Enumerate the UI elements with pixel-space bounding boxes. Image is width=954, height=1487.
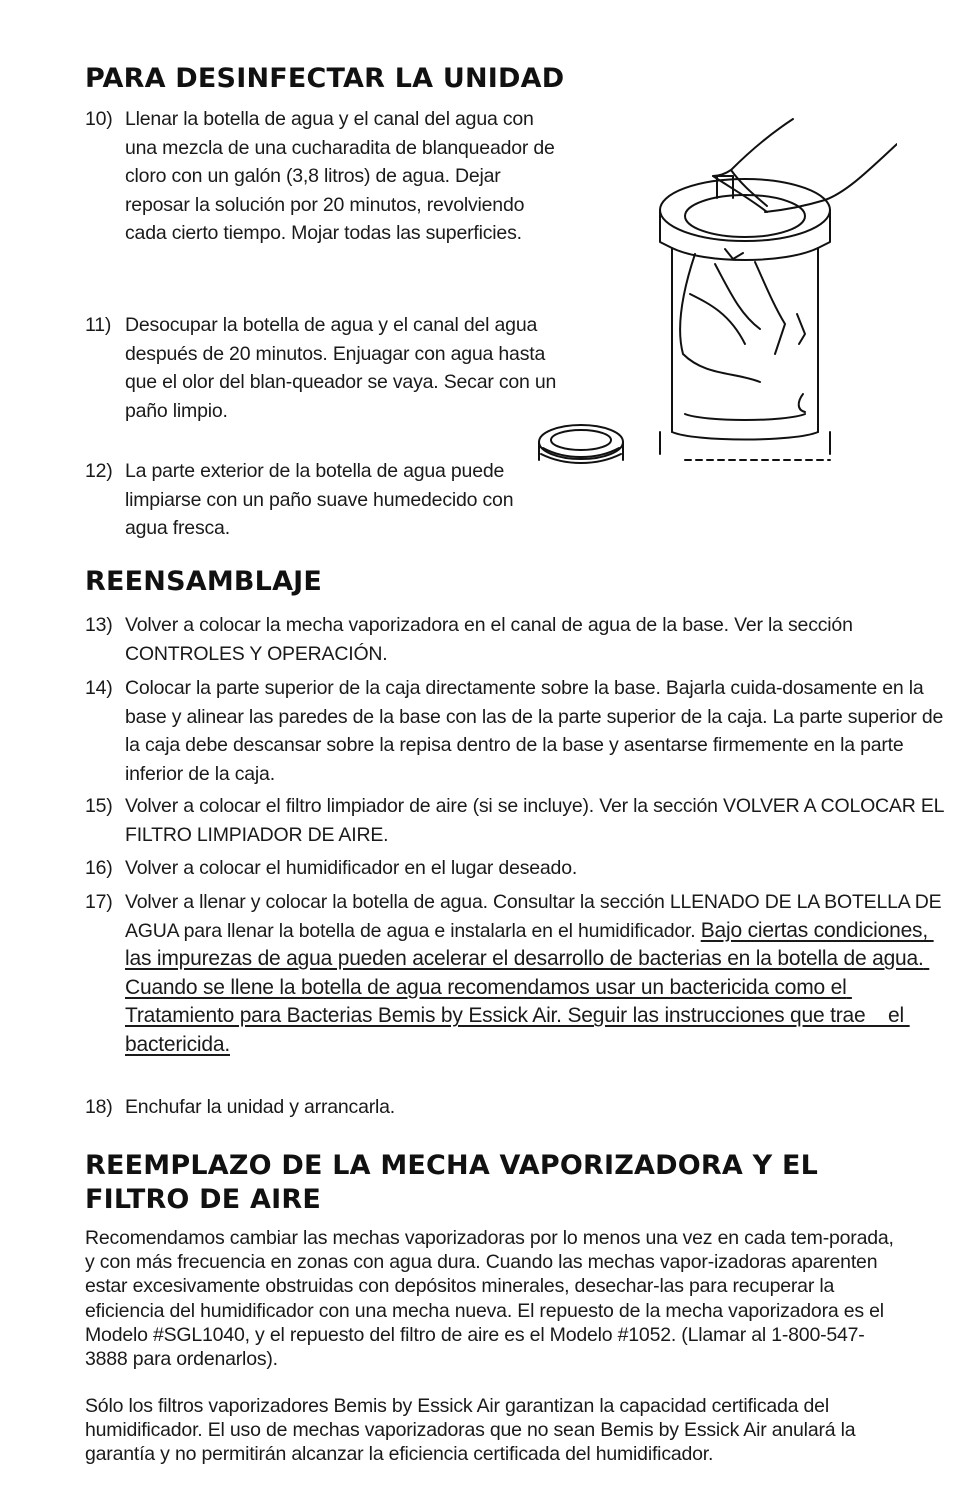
step-text: Volver a llenar y colocar la botella de agua. Consultar la sección LLENADO DE LA BOTELLA DE AGUA para llenar la botella de agua e instalarla en el humidificador. bbox=[125, 891, 942, 942]
step-number: 13) bbox=[85, 614, 113, 636]
step-text: Colocar la parte superior de la caja directamente sobre la base. Bajarla cuida-dosamente en la base y alinear las paredes de la base con las de la parte superior de la caja. La parte superior de la caja debe descansar sobre la repisa dentro de la base y asentarse firmemente en la parte inferior de la caja. bbox=[125, 677, 944, 785]
step-number: 14) bbox=[85, 677, 113, 699]
step-16 bbox=[85, 854, 945, 883]
step-text: Volver a colocar la mecha vaporizadora en el canal de agua de la base. Ver la sección CONTROLES Y OPERACIÓN. bbox=[125, 614, 853, 665]
step-text: Llenar la botella de agua y el canal del agua con una mezcla de una cucharadita de blanqueador de cloro con un galón (3,8 litros) de agua. Dejar reposar la solución por 20 minutos, revolviendo cada cierto tiempo. Mojar todas las superficies. bbox=[125, 108, 555, 245]
step-13 bbox=[85, 611, 945, 668]
section-title-wick-replacement: REEMPLAZO DE LA MECHA VAPORIZADORA Y EL FILTRO DE AIRE bbox=[85, 1150, 819, 1215]
step-text: Desocupar la botella de agua y el canal del agua después de 20 minutos. Enjuagar con agua hasta que el olor del blan-queador se vaya. Secar con un paño limpio. bbox=[125, 314, 557, 422]
step-number: 10) bbox=[85, 108, 113, 130]
warranty-paragraph: Sólo los filtros vaporizadores Bemis by Essick Air garantizan la capacidad certificada del humidificador. El uso de mechas vaporizadoras que no sean Bemis by Essick Air anulará la garantía y no permitirán alcanzar la eficiencia certificada del humidificador. bbox=[85, 1395, 856, 1466]
step-text: Volver a colocar el humidificador en el lugar deseado. bbox=[125, 857, 578, 879]
step-15 bbox=[85, 792, 945, 849]
step-number: 11) bbox=[85, 314, 112, 336]
step-number: 16) bbox=[85, 857, 113, 879]
step-text: Enchufar la unidad y arrancarla. bbox=[125, 1096, 396, 1118]
step-14 bbox=[85, 674, 945, 788]
section-title-reassembly: REENSAMBLAJE bbox=[85, 566, 323, 597]
step-text: Volver a colocar el filtro limpiador de aire (si se incluye). Ver la sección VOLVER A COLOCAR EL FILTRO LIMPIADOR DE AIRE. bbox=[125, 795, 944, 846]
step-17 bbox=[85, 888, 945, 1060]
step-number: 12) bbox=[85, 460, 113, 482]
step-18 bbox=[85, 1093, 945, 1122]
step-11 bbox=[85, 311, 575, 425]
step-text: La parte exterior de la botella de agua puede limpiarse con un paño suave humedecido con agua fresca. bbox=[125, 460, 514, 540]
step-12 bbox=[85, 457, 555, 543]
wick-replacement-paragraph: Recomendamos cambiar las mechas vaporizadoras por lo menos una vez en cada tem-porada, y con más frecuencia en zonas con agua dura. Cuando las mechas vapor-izadoras aparenten estar excesivamente obstruidas con depósitos minerales, desechar-las para recuperar la eficiencia del humidificador con una mecha nueva. El repuesto de la mecha vaporizadora es el Modelo #SGL1040, y el repuesto del filtro de aire es el Modelo #1052. (Llamar al 1-800-547-3888 para ordenarlos). bbox=[85, 1227, 894, 1371]
section-title-disinfect: PARA DESINFECTAR LA UNIDAD bbox=[85, 63, 565, 94]
step-number: 17) bbox=[85, 891, 113, 913]
step-10 bbox=[85, 105, 565, 248]
hand-cleaning-water-bottle-illustration bbox=[535, 114, 897, 468]
step-number: 15) bbox=[85, 795, 113, 817]
step-number: 18) bbox=[85, 1096, 113, 1118]
bacteria-warning-note: Bajo ciertas condiciones, las impurezas de agua pueden acelerar el desarrollo de bacterias en la botella de agua. Cuando se llene la botella de agua recomendamos usar un bactericida como el Tratamiento para Bacterias Bemis by Essick Air. Seguir las instrucciones que trae el bactericida. bbox=[125, 918, 934, 1056]
